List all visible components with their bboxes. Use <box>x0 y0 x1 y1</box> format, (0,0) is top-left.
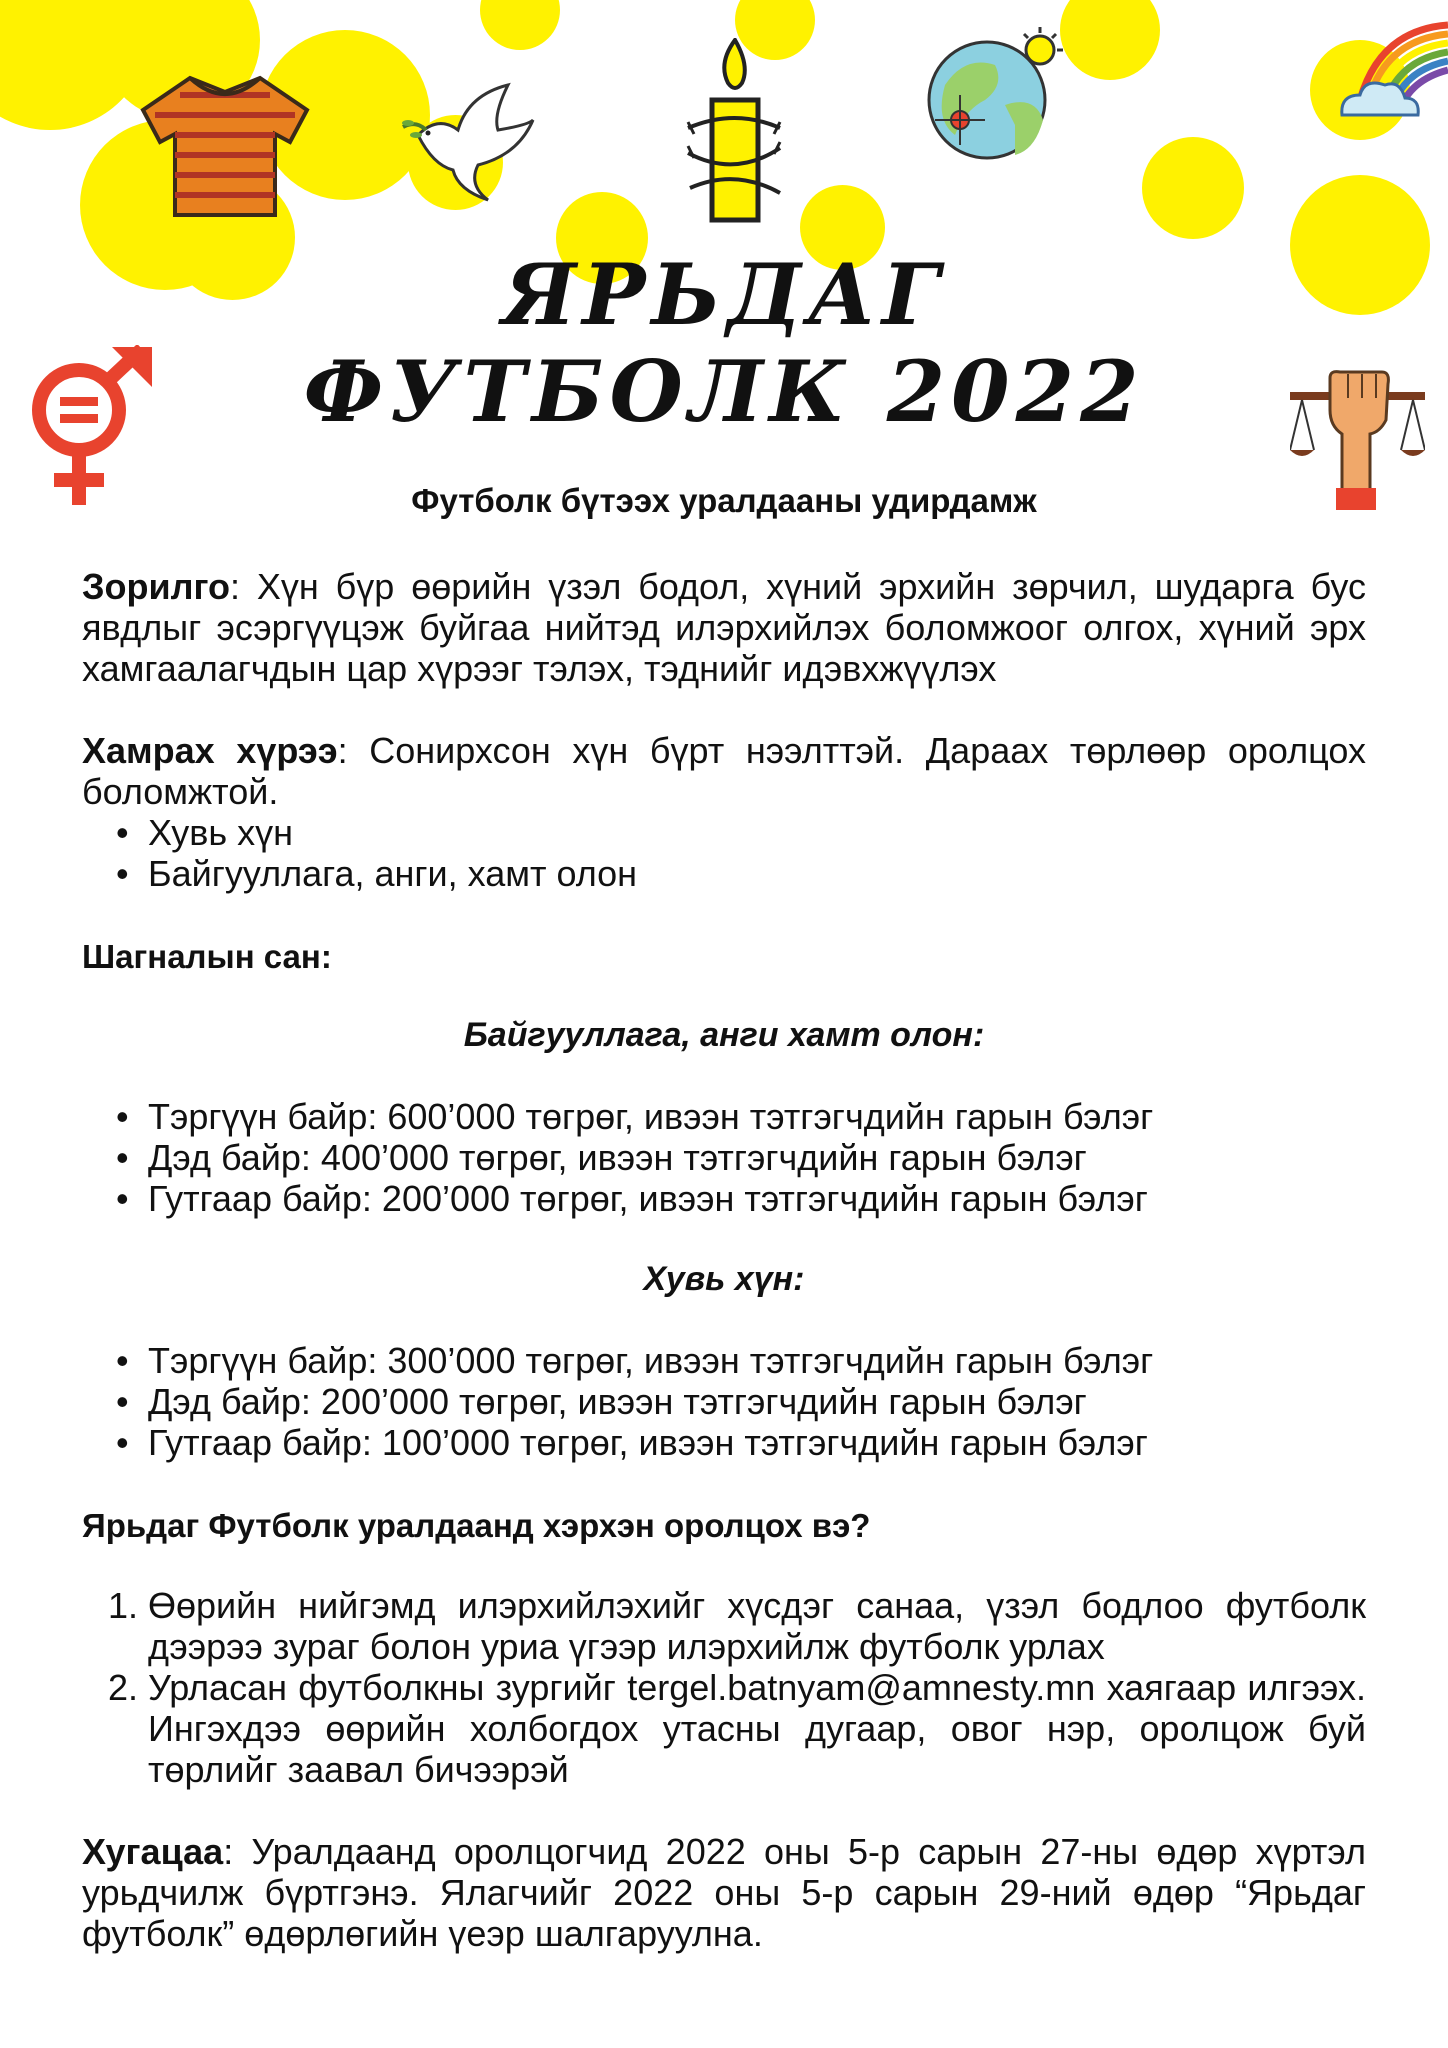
scope-paragraph <box>82 730 1366 812</box>
individual-prize-list <box>82 1340 1366 1463</box>
scope-list <box>82 812 1366 894</box>
deadline-paragraph <box>82 1831 1366 1954</box>
list-item: • Гутгаар байр: 200’000 төгрөг, ивээн тэтгэгчдийн гарын бэлэг <box>82 1178 1366 1219</box>
howto-heading: Ярьдаг Футболк уралдаанд хэрхэн оролцох вэ? <box>82 1507 871 1544</box>
individual-prize-heading: Хувь хүн: <box>643 1260 805 1298</box>
yellow-dot <box>480 0 560 50</box>
step-item <box>82 1585 1366 1667</box>
document-subtitle: Футболк бүтээх уралдааны удирдамж <box>411 482 1037 519</box>
step-text: Өөрийн нийгэмд илэрхийлэхийг хүсдэг санаа, үзэл бодлоо футболк дээрээ зураг болон уриа үгээр илэрхийлж футболк урлах <box>148 1585 1366 1667</box>
list-item: • Дэд байр: 400’000 төгрөг, ивээн тэтгэгчдийн гарын бэлэг <box>82 1137 1366 1178</box>
goal-text: : Хүн бүр өөрийн үзэл бодол, хүний эрхийн зөрчил, шударга бус явдлыг эсэргүүцэж буйгаа нийтэд илэрхийлэх боломжоог олгох, хүний эрх хамгаалагчдын цар хүрээг тэлэх, тэднийг идэвхжүүлэх <box>82 566 1366 689</box>
list-item: • Дэд байр: 200’000 төгрөг, ивээн тэтгэгчдийн гарын бэлэг <box>82 1381 1366 1422</box>
rainbow-cloud-icon <box>1340 10 1448 120</box>
poster-title-line2: ФУТБОЛК 2022 <box>303 342 1145 441</box>
step-item <box>82 1667 1366 1790</box>
scope-text: : Сонирхсон хүн бүрт нээлттэй. Дараах төрлөөр оролцох боломжтой. <box>82 730 1366 812</box>
goal-paragraph <box>82 566 1366 689</box>
scope-label: Хамрах хүрээ <box>82 730 338 771</box>
step-number: 1. <box>108 1585 139 1626</box>
list-item: • Гутгаар байр: 100’000 төгрөг, ивээн тэтгэгчдийн гарын бэлэг <box>82 1422 1366 1463</box>
list-item: • Тэргүүн байр: 600’000 төгрөг, ивээн тэтгэгчдийн гарын бэлэг <box>82 1096 1366 1137</box>
org-prize-list <box>82 1096 1366 1219</box>
list-item: • Хувь хүн <box>82 812 1366 853</box>
howto-steps <box>82 1585 1366 1790</box>
list-item: • Байгууллага, анги, хамт олон <box>82 853 1366 894</box>
step-text: Урласан футболкны зургийг tergel.batnyam@amnesty.mn хаягаар илгээх. Ингэхдээ өөрийн холбогдох утасны дугаар, овог нэр, оролцож буй төрлийг заавал бичээрэй <box>148 1667 1366 1790</box>
list-item: • Тэргүүн байр: 300’000 төгрөг, ивээн тэтгэгчдийн гарын бэлэг <box>82 1340 1366 1381</box>
deadline-text: : Уралдаанд оролцогчид 2022 оны 5-р сарын 27-ны өдөр хүртэл урьдчилж бүртгэнэ. Ялагчийг 2022 оны 5-р сарын 29-ний өдөр “Ярьдаг футболк” өдөрлөгийн үеэр шалгаруулна. <box>82 1831 1366 1954</box>
dove-icon <box>398 75 538 205</box>
step-number: 2. <box>108 1667 139 1708</box>
striped-tshirt-icon <box>135 70 315 220</box>
poster-title-line1: ЯРЬДАГ <box>502 245 946 344</box>
org-prize-heading: Байгууллага, анги хамт олон: <box>463 1016 985 1054</box>
yellow-dot <box>1060 0 1160 80</box>
document-body <box>82 482 1366 1954</box>
goal-label: Зорилго <box>82 566 231 607</box>
amnesty-candle-icon <box>680 38 790 228</box>
earth-sun-icon <box>925 25 1075 170</box>
yellow-dot <box>1142 137 1244 239</box>
deadline-label: Хугацаа <box>82 1831 224 1872</box>
prize-heading: Шагналын сан: <box>82 938 332 975</box>
